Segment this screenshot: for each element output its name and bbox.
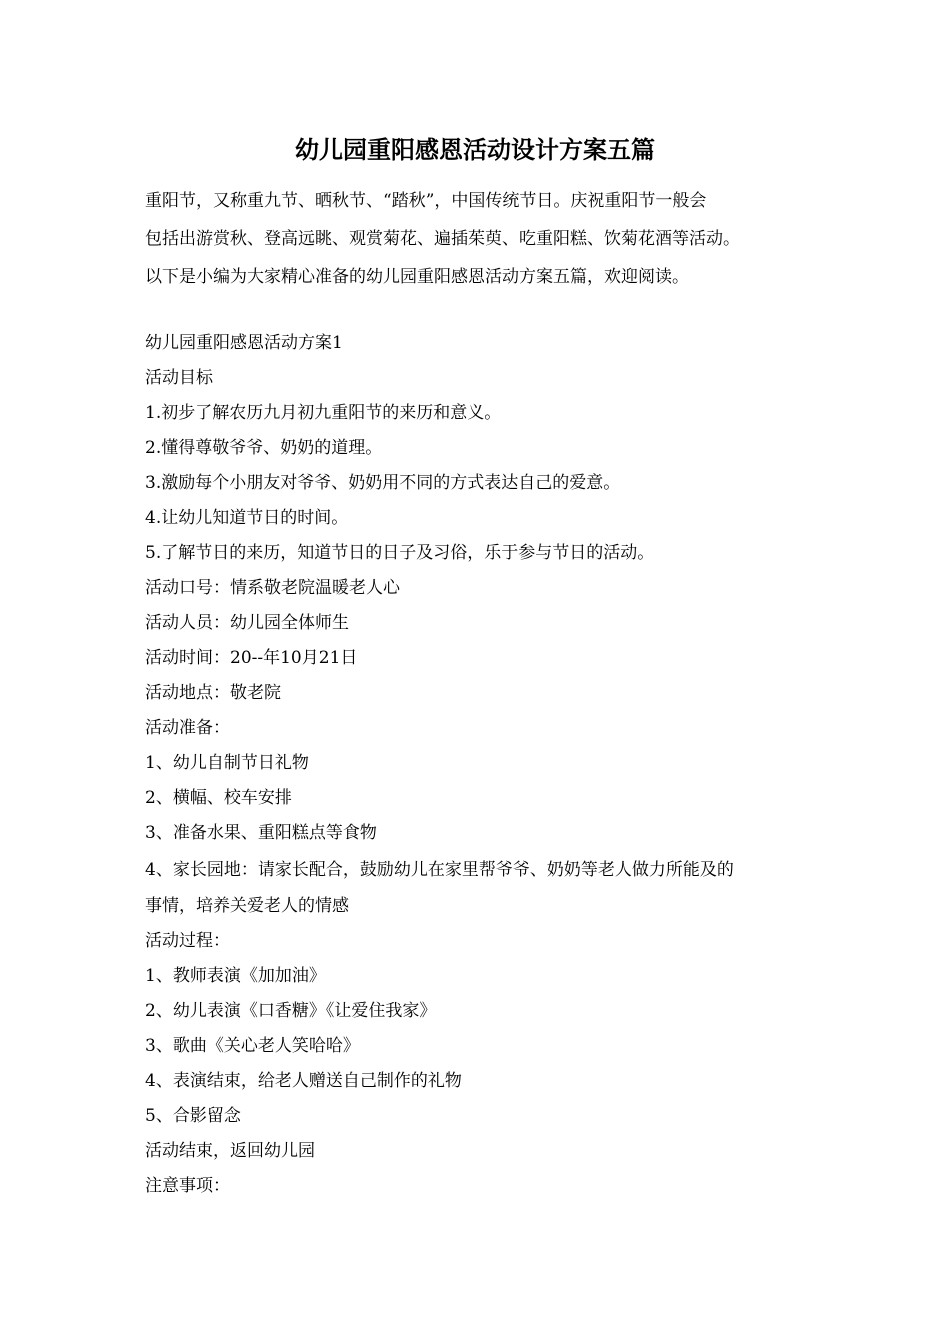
intro-paragraph bbox=[145, 182, 810, 296]
notes-heading: 注意事项： bbox=[145, 1176, 230, 1196]
document-title: 幼儿园重阳感恩活动设计方案五篇 bbox=[295, 135, 655, 164]
activity-slogan: 活动口号：情系敬老院温暖老人心 bbox=[145, 578, 400, 598]
intro-line: 重阳节，又称重九节、晒秋节、“踏秋”，中国传统节日。庆祝重阳节一般会 bbox=[145, 191, 707, 211]
process-item: 4、表演结束，给老人赠送自己制作的礼物 bbox=[145, 1071, 462, 1091]
goal-item: 2.懂得尊敬爷爷、奶奶的道理。 bbox=[145, 438, 383, 458]
intro-line: 以下是小编为大家精心准备的幼儿园重阳感恩活动方案五篇，欢迎阅读。 bbox=[145, 267, 689, 287]
prep-heading: 活动准备： bbox=[145, 718, 230, 738]
prep-item: 2、横幅、校车安排 bbox=[145, 788, 292, 808]
activity-time: 活动时间：20--年10月21日 bbox=[145, 648, 358, 668]
prep-item: 1、幼儿自制节日礼物 bbox=[145, 753, 309, 773]
activity-people: 活动人员：幼儿园全体师生 bbox=[145, 613, 349, 633]
process-item: 1、教师表演《加加油》 bbox=[145, 966, 326, 986]
prep-item: 4、家长园地：请家长配合，鼓励幼儿在家里帮爷爷、奶奶等老人做力所能及的 bbox=[145, 860, 734, 880]
intro-line: 包括出游赏秋、登高远眺、观赏菊花、遍插茱萸、吃重阳糕、饮菊花酒等活动。 bbox=[145, 229, 740, 249]
goal-item: 5.了解节日的来历，知道节日的日子及习俗，乐于参与节日的活动。 bbox=[145, 543, 655, 563]
activity-ending: 活动结束，返回幼儿园 bbox=[145, 1141, 315, 1161]
process-item: 3、歌曲《关心老人笑哈哈》 bbox=[145, 1036, 360, 1056]
process-item: 5、合影留念 bbox=[145, 1106, 241, 1126]
goal-item: 1.初步了解农历九月初九重阳节的来历和意义。 bbox=[145, 403, 502, 423]
section-heading: 幼儿园重阳感恩活动方案1 bbox=[145, 333, 343, 353]
process-heading: 活动过程： bbox=[145, 931, 230, 951]
prep-item-continued: 事情，培养关爱老人的情感 bbox=[145, 896, 349, 916]
process-item: 2、幼儿表演《口香糖》《让爱住我家》 bbox=[145, 1001, 437, 1021]
section-1 bbox=[145, 325, 810, 1204]
goal-item: 3.激励每个小朋友对爷爷、奶奶用不同的方式表达自己的爱意。 bbox=[145, 473, 621, 493]
goal-item: 4.让幼儿知道节日的时间。 bbox=[145, 508, 349, 528]
goal-heading: 活动目标 bbox=[145, 368, 213, 388]
prep-item: 3、准备水果、重阳糕点等食物 bbox=[145, 823, 377, 843]
activity-place: 活动地点：敬老院 bbox=[145, 683, 281, 703]
